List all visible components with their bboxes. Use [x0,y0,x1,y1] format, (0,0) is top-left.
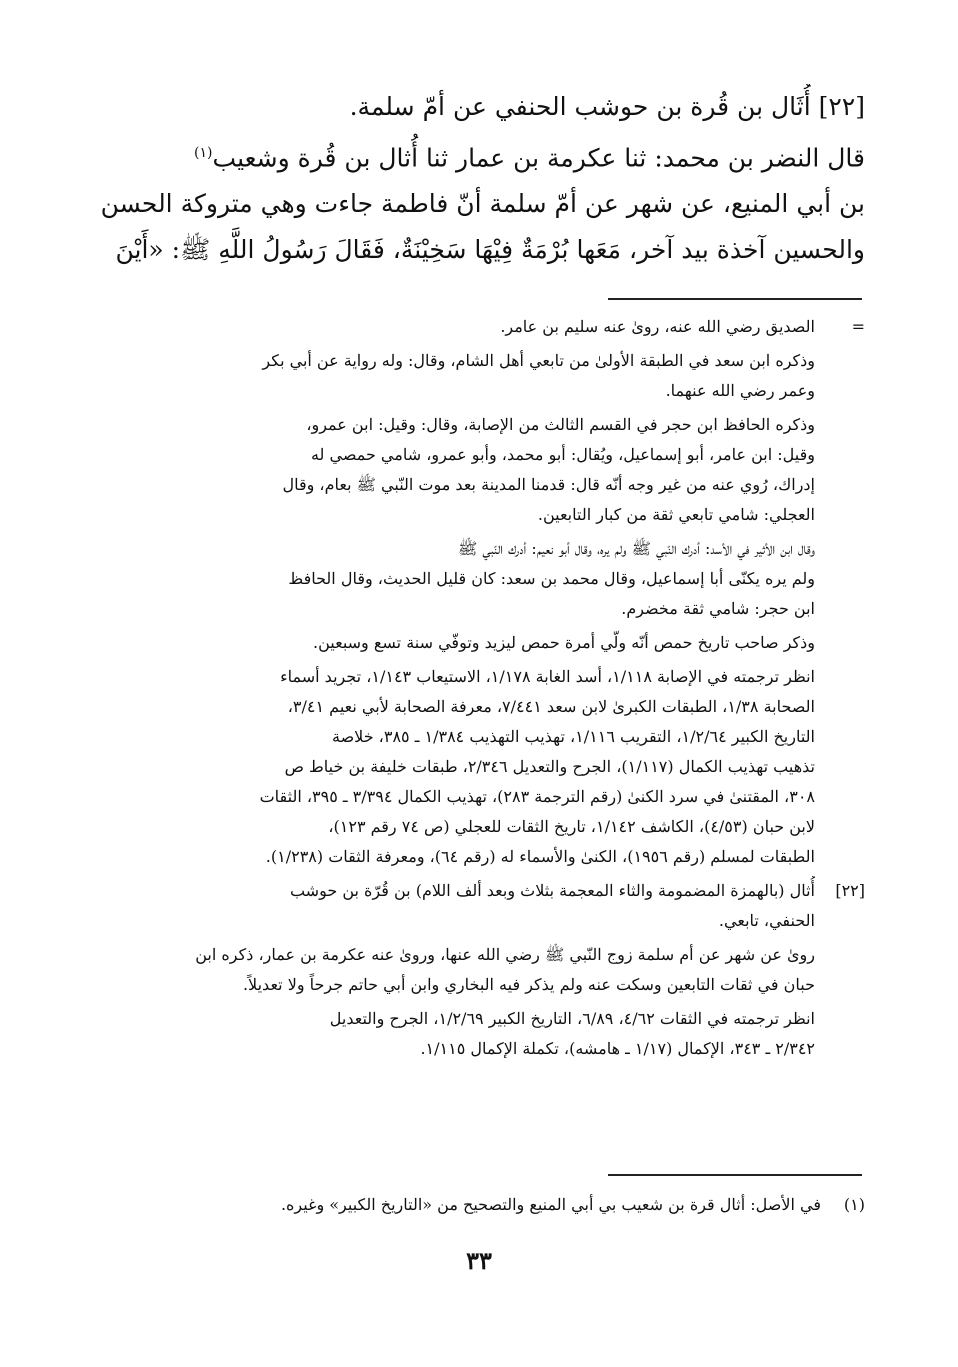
note-line: حبان في ثقات التابعين وسكت عنه ولم يذكر فيه البخاري وابن أبي حاتم جرحاً ولا تعديلاً. [242,975,815,994]
note-line: التاريخ الكبير ١/٢/٦٤، التقريب ١/١١٦، تهذيب التهذيب ١/٣٨٤ ـ ٣٨٥، خلاصة [331,727,815,746]
note-block [100,410,865,530]
note-line: وقيل: ابن عامر، أبو إسماعيل، ويُقال: أبو محمد، وأبو عمرو، شامي حمصي له [310,445,815,464]
main-line-1 [100,130,865,181]
note-line: وذكر صاحب تاريخ حمص أنّه ولّي أمرة حمص ليزيد وتوفّي سنة تسع وسبعين. [313,633,815,652]
footnote-ref: (١) [194,145,213,161]
note-line: الصديق رضي الله عنه، روىٰ عنه سليم بن عامر. [500,317,815,336]
note-block [100,534,865,624]
note-line: الطبقات لمسلم (رقم ١٩٥٦)، الكنىٰ والأسماء له (رقم ٦٤)، ومعرفة الثقات (١/٢٣٨). [265,847,815,866]
note-block [100,940,865,1000]
note-block [100,312,865,342]
main-paragraph [100,130,865,273]
note-line: انظر ترجمته في الإصابة ١/١١٨، أسد الغابة ١/١٧٨، الاستيعاب ١/١٤٣، تجريد أسماء [280,667,815,686]
note-block [100,628,865,658]
footnote-divider [608,1174,862,1176]
note-line: ٣٠٨، المقتنىٰ في سرد الكنىٰ (رقم الترجمة ٢٨٣)، تهذيب الكمال ٣/٣٩٤ ـ ٣٩٥، الثقات [259,787,815,806]
note-line: أُثال (بالهمزة المضمومة والثاء المعجمة بثلاث وبعد ألف اللام) بن قُرّة بن حوشب [289,881,815,900]
footnote-line [100,1190,865,1220]
note-line: ٢/٣٤٢ ـ ٣٤٣، الإكمال (١/١٧ ـ هامشه)، تكملة الإكمال ١/١١٥. [420,1039,815,1058]
note-line: روىٰ عن شهر عن أم سلمة زوج النّبي ﷺ رضي الله عنها، وروىٰ عنه عكرمة بن عمار، ذكره ابن [195,945,815,964]
note-block [100,876,865,936]
main-line-1-text: قال النضر بن محمد: ثنا عكرمة بن عمار ثنا أُثال بن قُرة وشعيب [212,143,865,173]
heading-line: [٢٢] أُثَال بن قُرة بن حوشب الحنفي عن أمّ سلمة. [349,92,865,121]
note-line: لابن حبان (٤/٥٣)، الكاشف ١/١٤٢، تاريخ الثقات للعجلي (ص ٧٤ رقم ١٢٣)، [328,817,815,836]
footnote-marker: (١) [843,1195,865,1214]
note-marker: = [851,317,865,336]
note-block [100,662,865,872]
main-line-3: والحسين آخذة بيد آخر، مَعَها بُرْمَةٌ فِيْهَا سَخِيْنَةٌ، فَقَالَ رَسُولُ اللَّهِ ﷺ: «أَيْنَ [115,235,865,265]
note-line: الحنفي، تابعي. [718,911,815,930]
notes-divider [608,298,862,300]
page-number: ٣٣ [466,1246,492,1275]
note-marker: [٢٢] [835,881,865,900]
note-line: ولم يره يكنّى أبا إسماعيل، وقال محمد بن سعد: كان قليل الحديث، وقال الحافظ [288,569,815,588]
note-line: إدراك، رُوي عنه من غير وجه أنّه قال: قدمنا المدينة بعد موت النّبي ﷺ بعام، وقال [282,475,815,494]
entry-heading [100,84,865,130]
note-line: تذهيب تهذيب الكمال (١/١١٧)، الجرح والتعديل ٢/٣٤٦، طبقات خليفة بن خياط ص [284,757,815,776]
note-block [100,346,865,406]
footnote-text: في الأصل: أثال قرة بن شعيب بي أبي المنيع والتصحيح من «التاريخ الكبير» وغيره. [280,1195,821,1214]
note-line: انظر ترجمته في الثقات ٤/٦٢، ٦/٨٩، التاريخ الكبير ١/٢/٦٩، الجرح والتعديل [329,1009,815,1028]
note-line: وذكره الحافظ ابن حجر في القسم الثالث من الإصابة، وقال: وقيل: ابن عمرو، [306,415,815,434]
note-line: العجلي: شامي تابعي ثقة من كبار التابعين. [537,505,815,524]
note-line: ابن حجر: شامي ثقة مخضرم. [621,599,815,618]
note-line: وذكره ابن سعد في الطبقة الأولىٰ من تابعي أهل الشام، وقال: وله رواية عن أبي بكر [262,351,815,370]
note-line: الصحابة ١/٣٨، الطبقات الكبرىٰ لابن سعد ٧/٤٤١، معرفة الصحابة لأبي نعيم ٣/٤١، [287,697,815,716]
main-line-2: بن أبي المنيع، عن شهر عن أمّ سلمة أنّ فاطمة جاءت وهي متروكة الحسن [100,189,865,219]
footnote [100,1190,865,1220]
note-block [100,1004,865,1064]
commentary-notes [100,312,865,1068]
note-line: وعمر رضي الله عنهما. [665,381,815,400]
note-line: وقال ابن الأثير في الأسد: أدرك النّبي ﷺ ولم يره، وقال أبو نعيم: أدرك النّبي ﷺ [457,539,815,558]
